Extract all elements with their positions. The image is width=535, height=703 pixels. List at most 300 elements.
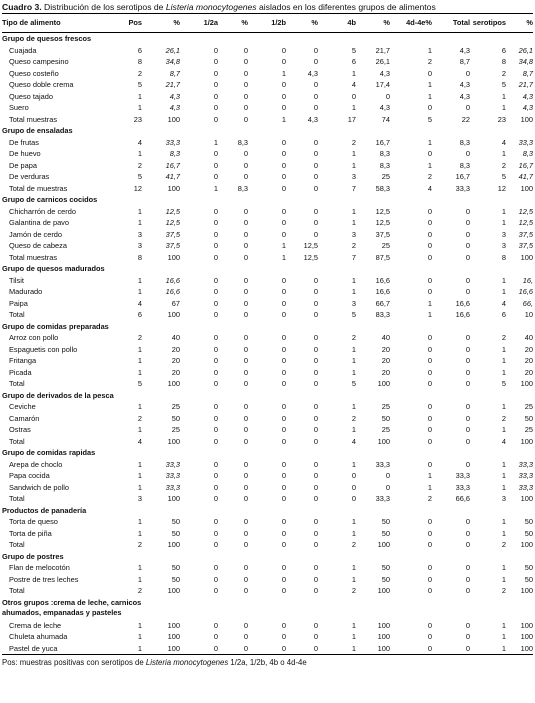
value-cell: 4,3 [459, 45, 470, 55]
value-cell: 50 [171, 574, 180, 584]
value-cell: 0 [281, 574, 286, 584]
value-cell: 0 [281, 183, 286, 193]
value-cell: 16, [522, 275, 533, 285]
value-cell: 1 [351, 574, 356, 584]
value-cell: 3 [501, 241, 506, 250]
value-cell: 37,5 [165, 241, 180, 250]
value-cell: 1 [501, 563, 506, 572]
value-cell: 2 [501, 540, 506, 549]
value-cell: 1 [427, 160, 432, 170]
value-cell: 23 [133, 114, 142, 124]
value-cell: 33,3 [518, 482, 533, 492]
food-name-cell: Queso tajado [9, 91, 53, 101]
value-cell: 0 [213, 517, 218, 526]
value-cell: 12 [497, 183, 506, 193]
value-cell: 33,3 [518, 459, 533, 469]
value-cell: 8,7 [459, 57, 470, 66]
value-cell: 25 [171, 425, 180, 434]
group-title: Grupo de quesos madurados [2, 264, 105, 273]
caption-text-end: aislados en los diferentes grupos de alimentos [256, 2, 436, 12]
food-name-cell: Cuajada [9, 45, 37, 55]
value-cell: 1 [137, 356, 142, 365]
value-cell: 100 [520, 620, 533, 630]
value-cell: 0 [243, 310, 248, 319]
table-row [2, 528, 533, 540]
value-cell: 25 [381, 425, 390, 434]
value-cell: 5 [351, 45, 356, 55]
value-cell: 100 [520, 540, 533, 549]
value-cell: 87,5 [375, 252, 390, 262]
food-name-cell: Chicharrón de cerdo [9, 206, 76, 216]
value-cell: 0 [313, 356, 318, 365]
table-row [2, 631, 533, 643]
col-header-pct: % [506, 14, 533, 33]
value-cell: 0 [213, 218, 218, 227]
value-cell: 25 [171, 402, 180, 411]
value-cell: 0 [427, 540, 432, 549]
value-cell: 0 [313, 103, 318, 112]
value-cell: 0 [313, 574, 318, 584]
value-cell: 2 [351, 540, 356, 549]
value-cell: 0 [243, 229, 248, 239]
value-cell: 16,6 [165, 287, 180, 296]
value-cell: 100 [167, 632, 180, 641]
value-cell: 21,7 [375, 45, 390, 55]
col-header-1-2b: 1/2b [248, 14, 286, 33]
value-cell: 8 [137, 252, 142, 262]
value-cell: 22 [461, 114, 470, 124]
value-cell: 0 [213, 528, 218, 538]
value-cell: 8,3 [379, 160, 390, 170]
value-cell: 0 [281, 344, 286, 354]
group-title: Grupo de carnicos cocidos [2, 195, 98, 204]
value-cell: 100 [520, 114, 533, 124]
value-cell: 0 [465, 586, 470, 595]
value-cell: 0 [465, 206, 470, 216]
food-name-cell: Torta de piña [9, 528, 52, 538]
total-row [2, 114, 533, 126]
value-cell: 0 [243, 57, 248, 66]
value-cell: 2 [137, 586, 142, 595]
value-cell: 41,7 [165, 172, 180, 181]
value-cell: 1 [501, 471, 506, 480]
value-cell: 0 [281, 425, 286, 434]
value-cell: 0 [248, 643, 286, 655]
value-cell: 0 [427, 413, 432, 423]
value-cell: 0 [313, 482, 318, 492]
value-cell: 0 [281, 275, 286, 285]
value-cell: 100 [520, 183, 533, 193]
value-cell: 2 [427, 57, 432, 66]
value-cell: 6 [501, 310, 506, 319]
footnote-species: Listeria monocytogenes [145, 658, 229, 667]
value-cell: 0 [281, 540, 286, 549]
value-cell: 0 [385, 471, 390, 480]
value-cell: 0 [465, 241, 470, 250]
value-cell: 1 [137, 103, 142, 112]
value-cell: 0 [465, 620, 470, 630]
value-cell: 0 [213, 103, 218, 112]
value-cell: 33,3 [518, 137, 533, 147]
value-cell: 26,1 [518, 45, 533, 55]
value-cell: 0 [465, 356, 470, 365]
value-cell: 0 [213, 563, 218, 572]
value-cell: 0 [213, 482, 218, 492]
value-cell: 0 [385, 91, 390, 101]
value-cell: 0 [465, 517, 470, 526]
food-name-cell: Queso costeño [9, 68, 59, 78]
value-cell: 34,8 [165, 57, 180, 66]
value-cell: 2 [137, 540, 142, 549]
value-cell: 8,3 [237, 183, 248, 193]
value-cell: 5 [427, 114, 432, 124]
value-cell: 12 [133, 183, 142, 193]
value-cell: 33,3 [455, 482, 470, 492]
food-name-cell: Tilsit [9, 275, 24, 285]
value-cell: 0 [281, 229, 286, 239]
value-cell: 8,3 [169, 149, 180, 158]
col-header-total: Total [432, 14, 470, 33]
total-row [2, 539, 533, 551]
table-row [2, 91, 533, 103]
value-cell: 0 [427, 103, 432, 112]
value-cell: 0 [465, 149, 470, 158]
value-cell: 0 [243, 436, 248, 446]
table-caption [2, 0, 533, 13]
value-cell: 1 [427, 298, 432, 308]
col-header-pos: Pos [114, 14, 142, 33]
footnote-text-end: 1/2a, 1/2b, 4b o 4d-4e [228, 658, 307, 667]
value-cell: 0 [281, 620, 286, 630]
table-row [2, 79, 533, 91]
value-cell: 0 [213, 160, 218, 170]
value-cell: 41,7 [518, 172, 533, 181]
value-cell: 4 [501, 436, 506, 446]
value-cell: 33,3 [165, 459, 180, 469]
total-row [2, 183, 533, 195]
value-cell: 100 [520, 494, 533, 503]
value-cell: 40 [171, 333, 180, 342]
value-cell: 1 [137, 517, 142, 526]
value-cell: 0 [243, 574, 248, 584]
value-cell: 0 [465, 367, 470, 377]
value-cell: 1 [213, 137, 218, 147]
value-cell: 0 [427, 206, 432, 216]
group-title: Grupo de quesos frescos [2, 34, 92, 43]
value-cell: 0 [243, 103, 248, 112]
value-cell: 100 [167, 183, 180, 193]
food-name-cell: Suero [9, 103, 29, 112]
value-cell: 20 [381, 367, 390, 377]
table-row [2, 332, 533, 344]
value-cell: 4,3 [169, 91, 180, 101]
value-cell: 0 [313, 494, 318, 503]
value-cell: 0 [427, 367, 432, 377]
value-cell: 6 [137, 45, 142, 55]
value-cell: 0 [213, 57, 218, 66]
value-cell: 8 [501, 57, 506, 66]
food-name-cell: Torta de queso [9, 517, 58, 526]
value-cell: 1 [351, 103, 356, 112]
value-cell: 100 [167, 586, 180, 595]
group-header-row [2, 194, 533, 206]
value-cell: 1 [351, 528, 356, 538]
table-row [2, 68, 533, 80]
value-cell: 2 [351, 241, 356, 250]
value-cell: 0 [427, 436, 432, 446]
value-cell: 0 [213, 425, 218, 434]
value-cell: 0 [465, 540, 470, 549]
value-cell: 1 [351, 218, 356, 227]
col-header-pct: % [218, 14, 248, 33]
value-cell: 0 [243, 379, 248, 388]
value-cell: 50 [171, 528, 180, 538]
food-name-cell: Chuleta ahumada [9, 632, 68, 641]
value-cell: 0 [465, 459, 470, 469]
value-cell: 50 [524, 413, 533, 423]
value-cell: 0 [243, 160, 248, 170]
value-cell: 0 [213, 356, 218, 365]
value-cell: 0 [427, 402, 432, 411]
value-cell: 1 [281, 241, 286, 250]
value-cell: 0 [243, 80, 248, 89]
value-cell: 21,7 [165, 80, 180, 89]
group-header-row [2, 263, 533, 275]
value-cell: 8,3 [237, 137, 248, 147]
value-cell: 0 [465, 574, 470, 584]
value-cell: 0 [213, 45, 218, 55]
value-cell: 0 [313, 137, 318, 147]
food-name-cell: De verduras [9, 172, 50, 181]
value-cell: 1 [351, 425, 356, 434]
value-cell: 1 [114, 643, 142, 655]
value-cell: 0 [213, 379, 218, 388]
value-cell: 0 [281, 310, 286, 319]
value-cell: 8,3 [379, 149, 390, 158]
value-cell: 100 [142, 643, 180, 655]
value-cell: 0 [427, 149, 432, 158]
value-cell: 16,6 [455, 298, 470, 308]
value-cell: 1 [501, 482, 506, 492]
value-cell: 2 [351, 333, 356, 342]
value-cell: 1 [427, 137, 432, 147]
total-row [2, 493, 533, 505]
value-cell: 0 [427, 275, 432, 285]
value-cell: 1 [137, 402, 142, 411]
value-cell: 0 [243, 218, 248, 227]
value-cell: 6 [137, 310, 142, 319]
food-name-cell: Ceviche [9, 402, 36, 411]
total-row [2, 585, 533, 597]
value-cell: 1 [351, 620, 356, 630]
value-cell: 0 [351, 471, 356, 480]
value-cell: 4,3 [379, 103, 390, 112]
value-cell: 0 [313, 528, 318, 538]
value-cell: 0 [281, 379, 286, 388]
value-cell: 1 [501, 620, 506, 630]
value-cell: 1 [137, 620, 142, 630]
group-header-row [2, 33, 533, 45]
value-cell: 33,3 [165, 137, 180, 147]
value-cell: 12,5 [375, 218, 390, 227]
value-cell: 33,3 [518, 471, 533, 480]
value-cell: 0 [281, 413, 286, 423]
value-cell: 0 [313, 471, 318, 480]
value-cell: 0 [213, 459, 218, 469]
value-cell: 0 [313, 379, 318, 388]
food-name-cell: Flan de melocotón [9, 563, 70, 572]
table-row [2, 217, 533, 229]
value-cell: 0 [427, 632, 432, 641]
value-cell: 33,3 [455, 183, 470, 193]
food-name-cell: Camarón [9, 413, 40, 423]
value-cell: 0 [243, 344, 248, 354]
value-cell: 5 [501, 172, 506, 181]
value-cell: 1 [137, 206, 142, 216]
value-cell: 0 [432, 643, 470, 655]
food-name-cell: Arepa de choclo [9, 459, 63, 469]
value-cell: 0 [243, 494, 248, 503]
value-cell: 0 [313, 586, 318, 595]
value-cell: 1 [137, 482, 142, 492]
value-cell: 1 [351, 402, 356, 411]
value-cell: 100 [377, 620, 390, 630]
food-name-cell: Queso doble crema [9, 80, 74, 89]
value-cell: 0 [313, 367, 318, 377]
value-cell: 1 [351, 517, 356, 526]
value-cell: 0 [465, 218, 470, 227]
value-cell: 25 [381, 172, 390, 181]
value-cell: 0 [281, 367, 286, 377]
value-cell: 16,7 [375, 137, 390, 147]
value-cell: 0 [281, 287, 286, 296]
value-cell: 1 [427, 482, 432, 492]
value-cell: 0 [281, 586, 286, 595]
value-cell: 1 [281, 114, 286, 124]
value-cell: 8 [137, 57, 142, 66]
value-cell: 2 [137, 160, 142, 170]
value-cell: 0 [213, 206, 218, 216]
food-name-cell: Ostras [9, 425, 31, 434]
value-cell: 0 [313, 183, 318, 193]
value-cell: 0 [281, 528, 286, 538]
value-cell: 0 [427, 287, 432, 296]
value-cell: 0 [313, 160, 318, 170]
serotype-table [2, 14, 533, 655]
value-cell: 100 [377, 540, 390, 549]
value-cell: 2 [351, 137, 356, 147]
value-cell: 25 [524, 402, 533, 411]
value-cell: 50 [381, 517, 390, 526]
value-cell: 4 [137, 137, 142, 147]
value-cell: 1 [351, 563, 356, 572]
value-cell: 0 [281, 80, 286, 89]
food-name-cell: Picada [9, 367, 32, 377]
value-cell: 0 [427, 528, 432, 538]
value-cell: 4 [427, 183, 432, 193]
total-row [2, 436, 533, 448]
value-cell: 0 [243, 298, 248, 308]
value-cell: 0 [281, 632, 286, 641]
value-cell: 0 [243, 114, 248, 124]
value-cell: 1 [318, 643, 356, 655]
value-cell: 8,3 [459, 160, 470, 170]
value-cell: 50 [171, 413, 180, 423]
value-cell: 0 [243, 471, 248, 480]
value-cell: 1 [470, 643, 506, 655]
value-cell: 0 [281, 436, 286, 446]
value-cell: 0 [465, 68, 470, 78]
value-cell: 1 [501, 149, 506, 158]
food-name-cell: Total de muestras [9, 183, 68, 193]
value-cell: 0 [281, 471, 286, 480]
food-name-cell: Queso de cabeza [9, 241, 67, 250]
value-cell: 0 [313, 229, 318, 239]
value-cell: 0 [281, 45, 286, 55]
value-cell: 8,3 [459, 137, 470, 147]
value-cell: 0 [243, 620, 248, 630]
group-header-row [2, 551, 533, 563]
value-cell: 1 [501, 356, 506, 365]
value-cell: 16,6 [375, 287, 390, 296]
col-header-pct: % [142, 14, 180, 33]
value-cell: 100 [167, 379, 180, 388]
group-header-row [2, 321, 533, 333]
value-cell: 0 [465, 229, 470, 239]
value-cell: 12,5 [375, 206, 390, 216]
value-cell: 12,5 [518, 218, 533, 227]
value-cell: 2 [137, 413, 142, 423]
value-cell: 100 [377, 586, 390, 595]
value-cell: 0 [313, 425, 318, 434]
value-cell: 0 [243, 528, 248, 538]
value-cell: 0 [213, 80, 218, 89]
value-cell: 12,5 [518, 206, 533, 216]
value-cell: 0 [281, 57, 286, 66]
value-cell: 1 [281, 68, 286, 78]
value-cell: 37,5 [165, 229, 180, 239]
table-row [2, 160, 533, 172]
table-footnote [2, 655, 533, 667]
value-cell: 1 [281, 252, 286, 262]
value-cell: 0 [243, 68, 248, 78]
value-cell: 0 [313, 402, 318, 411]
value-cell: 1 [351, 356, 356, 365]
value-cell: 100 [167, 494, 180, 503]
value-cell: 0 [313, 218, 318, 227]
total-row [2, 378, 533, 390]
value-cell: 0 [281, 333, 286, 342]
value-cell: 2 [351, 413, 356, 423]
table-figure [2, 0, 533, 667]
value-cell: 66,7 [375, 298, 390, 308]
value-cell: 100 [377, 436, 390, 446]
value-cell: 0 [213, 402, 218, 411]
value-cell: 1 [137, 218, 142, 227]
value-cell: 1 [137, 459, 142, 469]
value-cell: 5 [501, 379, 506, 388]
value-cell: 1 [501, 206, 506, 216]
value-cell: 0 [465, 528, 470, 538]
table-row [2, 355, 533, 367]
value-cell: 8,3 [522, 149, 533, 158]
value-cell: 0 [427, 425, 432, 434]
value-cell: 0 [351, 91, 356, 101]
value-cell: 100 [506, 643, 533, 655]
value-cell: 1 [137, 574, 142, 584]
value-cell: 0 [281, 482, 286, 492]
value-cell: 0 [313, 287, 318, 296]
